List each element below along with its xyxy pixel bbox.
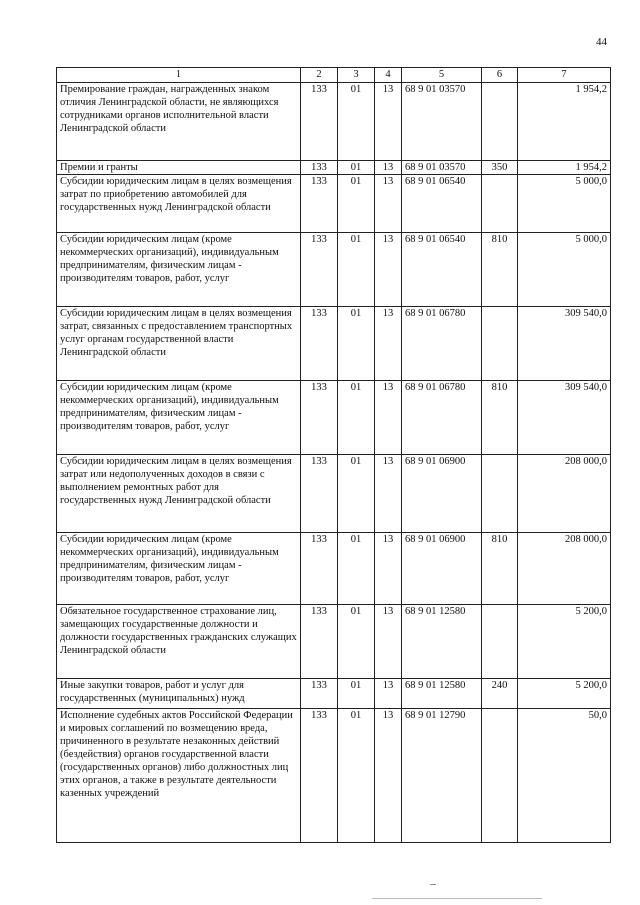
row-expense-type — [482, 709, 518, 843]
row-section: 01 — [338, 679, 375, 709]
row-section: 01 — [338, 533, 375, 605]
row-section: 01 — [338, 605, 375, 679]
header-col-6: 6 — [482, 68, 518, 83]
row-amount: 1 954,2 — [518, 83, 611, 161]
footer-rule — [372, 898, 542, 899]
row-section: 01 — [338, 709, 375, 843]
row-code-admin: 133 — [301, 83, 338, 161]
row-name: Субсидии юридическим лицам в целях возмещения затрат по приобретению автомобилей для государственных нужд Ленинградской области — [57, 175, 301, 233]
row-section: 01 — [338, 161, 375, 175]
row-amount: 208 000,0 — [518, 455, 611, 533]
row-section: 01 — [338, 455, 375, 533]
row-target-article: 68 9 01 12580 — [402, 679, 482, 709]
row-subsection: 13 — [375, 455, 402, 533]
row-name: Субсидии юридическим лицам (кроме некоммерческих организаций), индивидуальным предпринимателям, физическим лицам - производителям товаров, работ, услуг — [57, 233, 301, 307]
header-col-7: 7 — [518, 68, 611, 83]
row-name: Обязательное государственное страхование лиц, замещающих государственные должности и должности государственных гражданских служащих Ленинградской области — [57, 605, 301, 679]
row-amount: 5 000,0 — [518, 175, 611, 233]
row-target-article: 68 9 01 06540 — [402, 175, 482, 233]
row-target-article: 68 9 01 12790 — [402, 709, 482, 843]
row-name: Субсидии юридическим лицам (кроме некоммерческих организаций), индивидуальным предпринимателям, физическим лицам - производителям товаров, работ, услуг — [57, 533, 301, 605]
header-col-5: 5 — [402, 68, 482, 83]
row-expense-type — [482, 175, 518, 233]
row-code-admin: 133 — [301, 161, 338, 175]
row-code-admin: 133 — [301, 381, 338, 455]
row-amount: 208 000,0 — [518, 533, 611, 605]
row-target-article: 68 9 01 06540 — [402, 233, 482, 307]
row-section: 01 — [338, 83, 375, 161]
row-subsection: 13 — [375, 679, 402, 709]
table-row — [57, 679, 611, 709]
row-name: Субсидии юридическим лицам в целях возмещения затрат или недополученных доходов в связи с выполнением ремонтных работ для государственных нужд Ленинградской области — [57, 455, 301, 533]
row-section: 01 — [338, 175, 375, 233]
row-name: Субсидии юридическим лицам в целях возмещения затрат, связанных с предоставлением транспортных услуг органам государственной власти Ленинградской области — [57, 307, 301, 381]
row-amount: 5 200,0 — [518, 605, 611, 679]
row-subsection: 13 — [375, 83, 402, 161]
row-expense-type: 810 — [482, 533, 518, 605]
table-row — [57, 381, 611, 455]
row-target-article: 68 9 01 06900 — [402, 533, 482, 605]
table-row — [57, 233, 611, 307]
row-target-article: 68 9 01 06780 — [402, 381, 482, 455]
row-code-admin: 133 — [301, 533, 338, 605]
row-subsection: 13 — [375, 233, 402, 307]
row-amount: 5 200,0 — [518, 679, 611, 709]
row-subsection: 13 — [375, 161, 402, 175]
row-name: Премирование граждан, награжденных знаком отличия Ленинградской области, не являющихся сотрудниками органов исполнительной власти Ленинградской области — [57, 83, 301, 161]
table-row — [57, 83, 611, 161]
table-row — [57, 605, 611, 679]
header-col-2: 2 — [301, 68, 338, 83]
row-section: 01 — [338, 381, 375, 455]
table-row — [57, 709, 611, 843]
row-target-article: 68 9 01 06900 — [402, 455, 482, 533]
row-amount: 309 540,0 — [518, 307, 611, 381]
table-row — [57, 175, 611, 233]
budget-table — [56, 67, 611, 843]
row-expense-type — [482, 83, 518, 161]
header-row — [57, 68, 611, 83]
row-subsection: 13 — [375, 381, 402, 455]
row-code-admin: 133 — [301, 233, 338, 307]
row-code-admin: 133 — [301, 709, 338, 843]
row-subsection: 13 — [375, 709, 402, 843]
row-expense-type — [482, 455, 518, 533]
row-name: Субсидии юридическим лицам (кроме некоммерческих организаций), индивидуальным предпринимателям, физическим лицам - производителям товаров, работ, услуг — [57, 381, 301, 455]
page-number: 44 — [596, 36, 607, 48]
row-code-admin: 133 — [301, 307, 338, 381]
row-expense-type: 240 — [482, 679, 518, 709]
row-code-admin: 133 — [301, 175, 338, 233]
row-subsection: 13 — [375, 605, 402, 679]
row-expense-type: 350 — [482, 161, 518, 175]
row-name: Исполнение судебных актов Российской Федерации и мировых соглашений по возмещению вреда, причиненного в результате незаконных действий (бездействия) органов государственной власти (государственных органов) либо должностных лиц этих органов, а также в результате деятельности казенных учреждений — [57, 709, 301, 843]
table-row — [57, 533, 611, 605]
row-subsection: 13 — [375, 307, 402, 381]
row-name: Иные закупки товаров, работ и услуг для государственных (муниципальных) нужд — [57, 679, 301, 709]
row-target-article: 68 9 01 06780 — [402, 307, 482, 381]
table-row — [57, 161, 611, 175]
row-target-article: 68 9 01 12580 — [402, 605, 482, 679]
row-expense-type: 810 — [482, 233, 518, 307]
row-expense-type: 810 — [482, 381, 518, 455]
row-target-article: 68 9 01 03570 — [402, 161, 482, 175]
scan-mark — [430, 884, 436, 885]
table-row — [57, 307, 611, 381]
header-col-4: 4 — [375, 68, 402, 83]
row-name: Премии и гранты — [57, 161, 301, 175]
row-code-admin: 133 — [301, 605, 338, 679]
row-amount: 309 540,0 — [518, 381, 611, 455]
row-section: 01 — [338, 233, 375, 307]
row-amount: 50,0 — [518, 709, 611, 843]
row-expense-type — [482, 605, 518, 679]
row-subsection: 13 — [375, 175, 402, 233]
row-code-admin: 133 — [301, 679, 338, 709]
header-col-3: 3 — [338, 68, 375, 83]
row-subsection: 13 — [375, 533, 402, 605]
row-target-article: 68 9 01 03570 — [402, 83, 482, 161]
table-row — [57, 455, 611, 533]
row-section: 01 — [338, 307, 375, 381]
header-col-1: 1 — [57, 68, 301, 83]
row-amount: 1 954,2 — [518, 161, 611, 175]
row-amount: 5 000,0 — [518, 233, 611, 307]
row-code-admin: 133 — [301, 455, 338, 533]
row-expense-type — [482, 307, 518, 381]
